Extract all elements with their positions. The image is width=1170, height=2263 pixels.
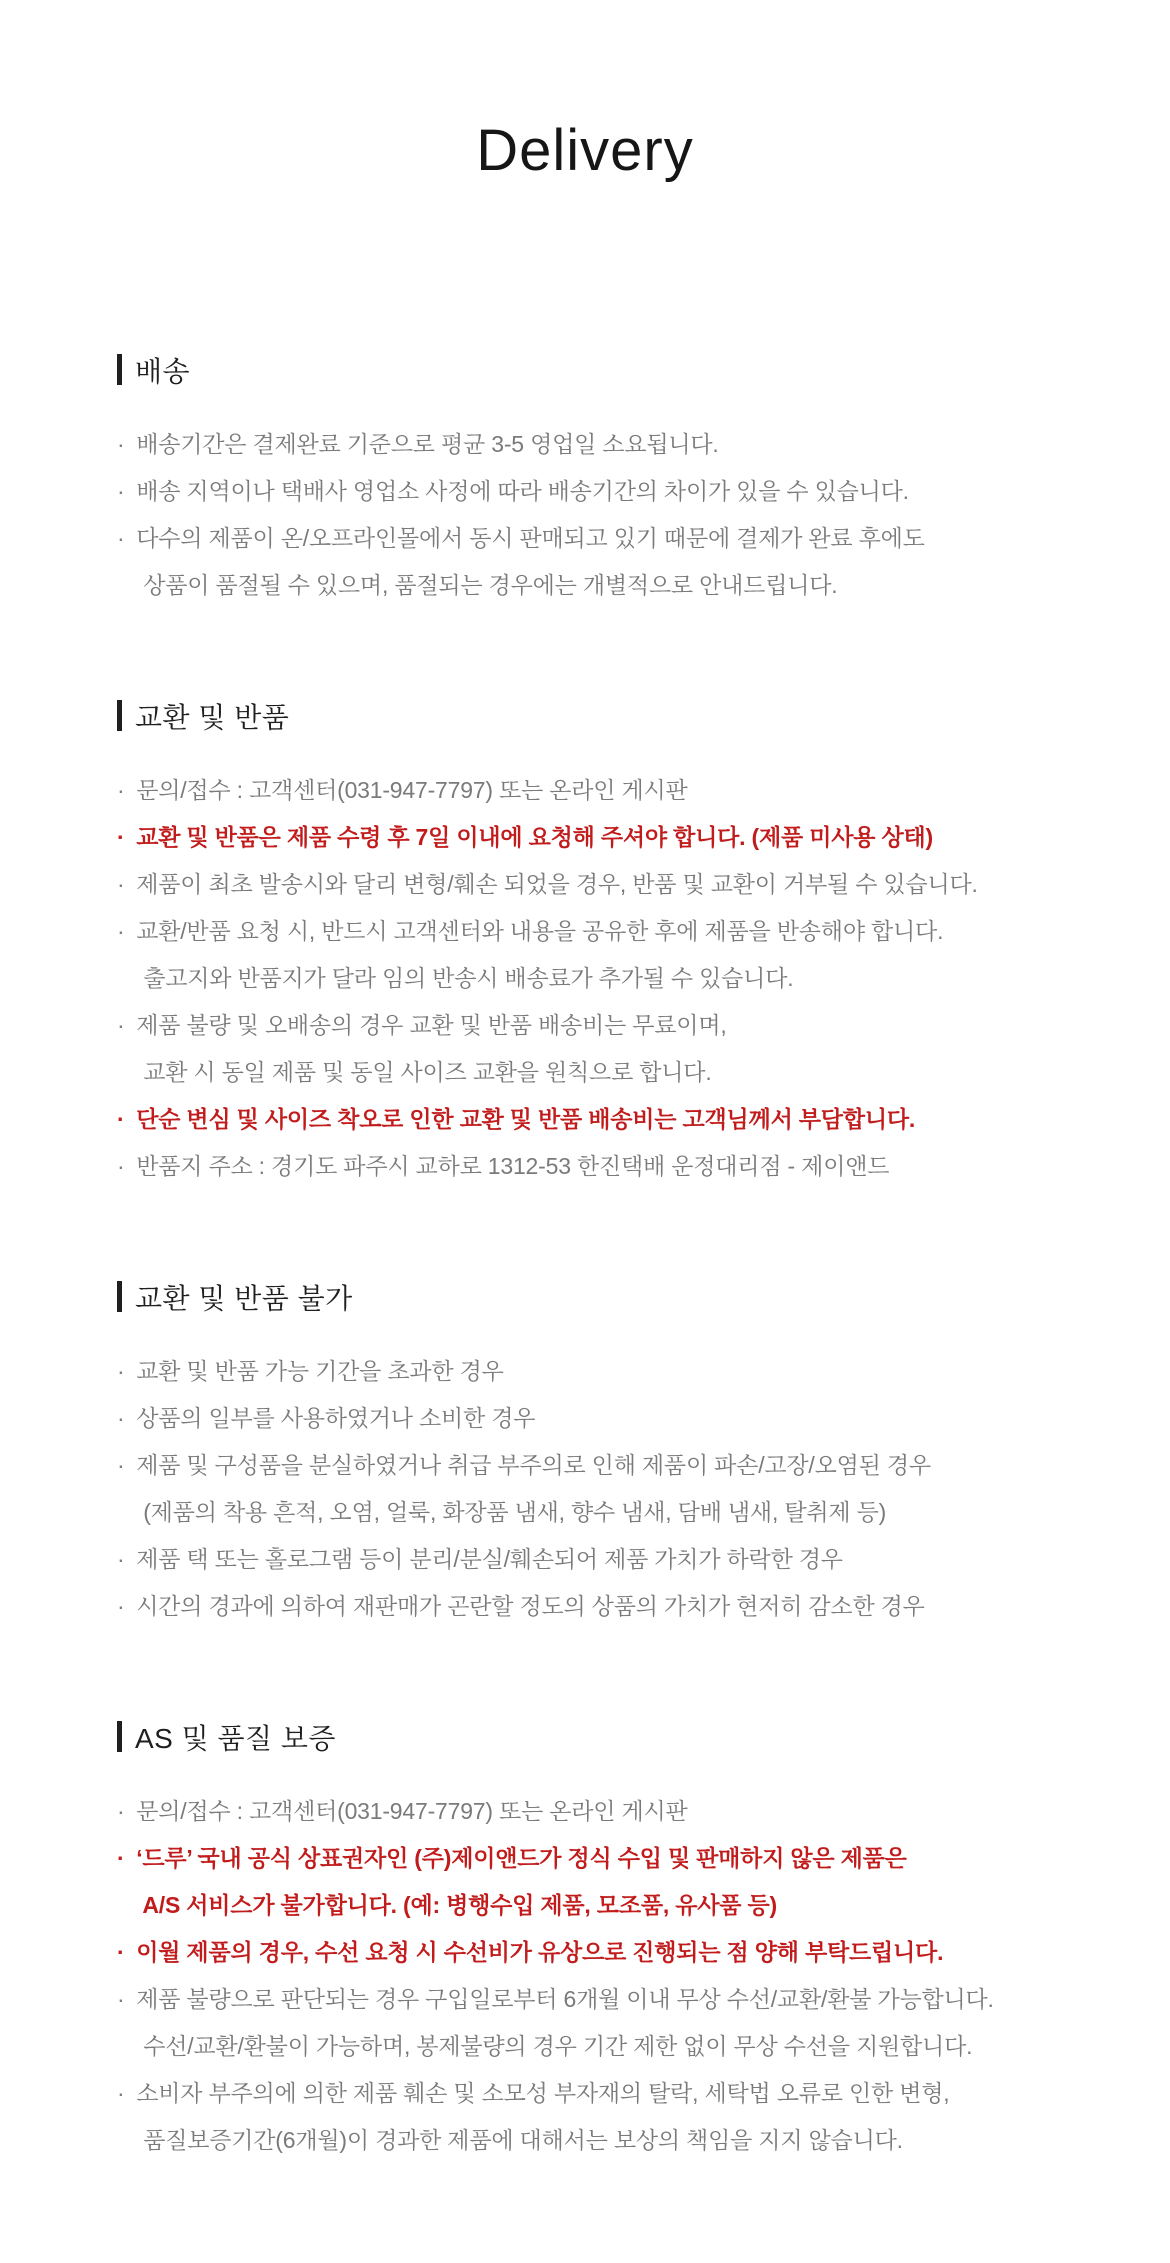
line-text: 교환 및 반품 가능 기간을 초과한 경우: [136, 1357, 504, 1384]
line-text: 소비자 부주의에 의한 제품 훼손 및 소모성 부자재의 탈락, 세탁법 오류로 인한 변형,: [136, 2079, 950, 2106]
section-header: [117, 353, 1100, 387]
info-line: [117, 1348, 1100, 1395]
bullet-dot-icon: ·: [117, 2079, 125, 2106]
info-line: [117, 955, 1100, 1002]
info-line: [117, 1788, 1100, 1835]
line-text: 상품이 품절될 수 있으며, 품절되는 경우에는 개별적으로 안내드립니다.: [143, 571, 838, 598]
info-line: [117, 1929, 1100, 1976]
section: [117, 1720, 1100, 2164]
info-line: [117, 562, 1100, 609]
info-line: [117, 421, 1100, 468]
bullet-dot-icon: ·: [117, 1357, 125, 1384]
info-line: [117, 1143, 1100, 1190]
line-text: 시간의 경과에 의하여 재판매가 곤란할 정도의 상품의 가치가 현저히 감소한 경우: [136, 1592, 925, 1619]
content: [0, 353, 1170, 2260]
line-text: 문의/접수 : 고객센터(031-947-7797) 또는 온라인 게시판: [136, 776, 688, 803]
bullet-dot-icon: ·: [117, 1404, 125, 1431]
line-text: 반품지 주소 : 경기도 파주시 교하로 1312-53 한진택배 운정대리점 - 제이앤드: [136, 1152, 890, 1179]
line-text: 배송기간은 결제완료 기준으로 평균 3-5 영업일 소요됩니다.: [136, 430, 719, 457]
section-lines: [117, 421, 1100, 609]
info-line: [117, 515, 1100, 562]
line-text: (제품의 착용 흔적, 오염, 얼룩, 화장품 냄새, 향수 냄새, 담배 냄새, 탈취제 등): [143, 1498, 887, 1525]
section-title: 교환 및 반품: [135, 701, 290, 733]
section-lines: [117, 767, 1100, 1190]
line-text: 단순 변심 및 사이즈 착오로 인한 교환 및 반품 배송비는 고객님께서 부담합니다.: [136, 1105, 916, 1132]
info-line: [117, 1583, 1100, 1630]
line-text: 제품이 최초 발송시와 달리 변형/훼손 되었을 경우, 반품 및 교환이 거부될 수 있습니다.: [136, 870, 978, 897]
page-title: Delivery: [476, 118, 694, 183]
section-header: [117, 699, 1100, 733]
info-line: [117, 1002, 1100, 1049]
line-text: 제품 택 또는 홀로그램 등이 분리/분실/훼손되어 제품 가치가 하락한 경우: [136, 1545, 843, 1572]
bullet-dot-icon: ·: [117, 1152, 125, 1179]
line-text: 제품 및 구성품을 분실하였거나 취급 부주의로 인해 제품이 파손/고장/오염된 경우: [136, 1451, 931, 1478]
info-line: [117, 1096, 1100, 1143]
info-line: [117, 2117, 1100, 2164]
section: [117, 353, 1100, 609]
line-text: 제품 불량으로 판단되는 경우 구입일로부터 6개월 이내 무상 수선/교환/환불 가능합니다.: [136, 1985, 994, 2012]
line-text: 제품 불량 및 오배송의 경우 교환 및 반품 배송비는 무료이며,: [136, 1011, 727, 1038]
section-header-bar-icon: [117, 700, 122, 731]
section-title: 배송: [135, 355, 191, 387]
bullet-dot-icon: ·: [117, 477, 125, 504]
line-text: 수선/교환/환불이 가능하며, 봉제불량의 경우 기간 제한 없이 무상 수선을 지원합니다.: [143, 2032, 973, 2059]
info-line: [117, 1489, 1100, 1536]
info-line: [117, 861, 1100, 908]
line-text: 상품의 일부를 사용하였거나 소비한 경우: [136, 1404, 536, 1431]
info-line: [117, 1536, 1100, 1583]
section-header-bar-icon: [117, 1721, 122, 1752]
info-line: [117, 1882, 1100, 1929]
section-header: [117, 1280, 1100, 1314]
info-line: [117, 1442, 1100, 1489]
line-text: A/S 서비스가 불가합니다. (예: 병행수입 제품, 모조품, 유사품 등): [142, 1891, 777, 1918]
bullet-dot-icon: ·: [117, 823, 125, 850]
info-line: [117, 814, 1100, 861]
info-line: [117, 468, 1100, 515]
info-line: [117, 2023, 1100, 2070]
line-text: 문의/접수 : 고객센터(031-947-7797) 또는 온라인 게시판: [136, 1797, 688, 1824]
section: [117, 1280, 1100, 1630]
line-text: 교환 시 동일 제품 및 동일 사이즈 교환을 원칙으로 합니다.: [143, 1058, 712, 1085]
section-title: 교환 및 반품 불가: [135, 1282, 353, 1314]
info-line: [117, 1049, 1100, 1096]
bullet-dot-icon: ·: [117, 1105, 125, 1132]
line-text: 배송 지역이나 택배사 영업소 사정에 따라 배송기간의 차이가 있을 수 있습니다.: [136, 477, 909, 504]
line-text: ‘드루’ 국내 공식 상표권자인 (주)제이앤드가 정식 수입 및 판매하지 않은 제품은: [136, 1844, 907, 1871]
info-line: [117, 2070, 1100, 2117]
bullet-dot-icon: ·: [117, 870, 125, 897]
bullet-dot-icon: ·: [117, 524, 125, 551]
bullet-dot-icon: ·: [117, 1545, 125, 1572]
line-text: 품질보증기간(6개월)이 경과한 제품에 대해서는 보상의 책임을 지지 않습니다.: [143, 2126, 903, 2153]
line-text: 이월 제품의 경우, 수선 요청 시 수선비가 유상으로 진행되는 점 양해 부탁드립니다.: [136, 1938, 944, 1965]
info-line: [117, 1395, 1100, 1442]
bullet-dot-icon: ·: [117, 1592, 125, 1619]
section: [117, 699, 1100, 1190]
bullet-dot-icon: ·: [117, 430, 125, 457]
line-text: 출고지와 반품지가 달라 임의 반송시 배송료가 추가될 수 있습니다.: [143, 964, 794, 991]
bullet-dot-icon: ·: [117, 917, 125, 944]
bullet-dot-icon: ·: [117, 776, 125, 803]
info-line: [117, 908, 1100, 955]
section-lines: [117, 1348, 1100, 1630]
line-text: 다수의 제품이 온/오프라인몰에서 동시 판매되고 있기 때문에 결제가 완료 후에도: [136, 524, 925, 551]
bullet-dot-icon: ·: [117, 1451, 125, 1478]
info-line: [117, 767, 1100, 814]
info-line: [117, 1835, 1100, 1882]
section-header-bar-icon: [117, 1281, 122, 1312]
section-header-bar-icon: [117, 354, 122, 385]
bullet-dot-icon: ·: [117, 1797, 125, 1824]
bullet-dot-icon: ·: [117, 1844, 125, 1871]
bullet-dot-icon: ·: [117, 1011, 125, 1038]
section-lines: [117, 1788, 1100, 2164]
section-header: [117, 1720, 1100, 1754]
section-title: AS 및 품질 보증: [135, 1722, 336, 1754]
bullet-dot-icon: ·: [117, 1985, 125, 2012]
line-text: 교환 및 반품은 제품 수령 후 7일 이내에 요청해 주셔야 합니다. (제품 미사용 상태): [136, 823, 933, 850]
bullet-dot-icon: ·: [117, 1938, 125, 1965]
info-line: [117, 1976, 1100, 2023]
line-text: 교환/반품 요청 시, 반드시 고객센터와 내용을 공유한 후에 제품을 반송해야 합니다.: [136, 917, 944, 944]
